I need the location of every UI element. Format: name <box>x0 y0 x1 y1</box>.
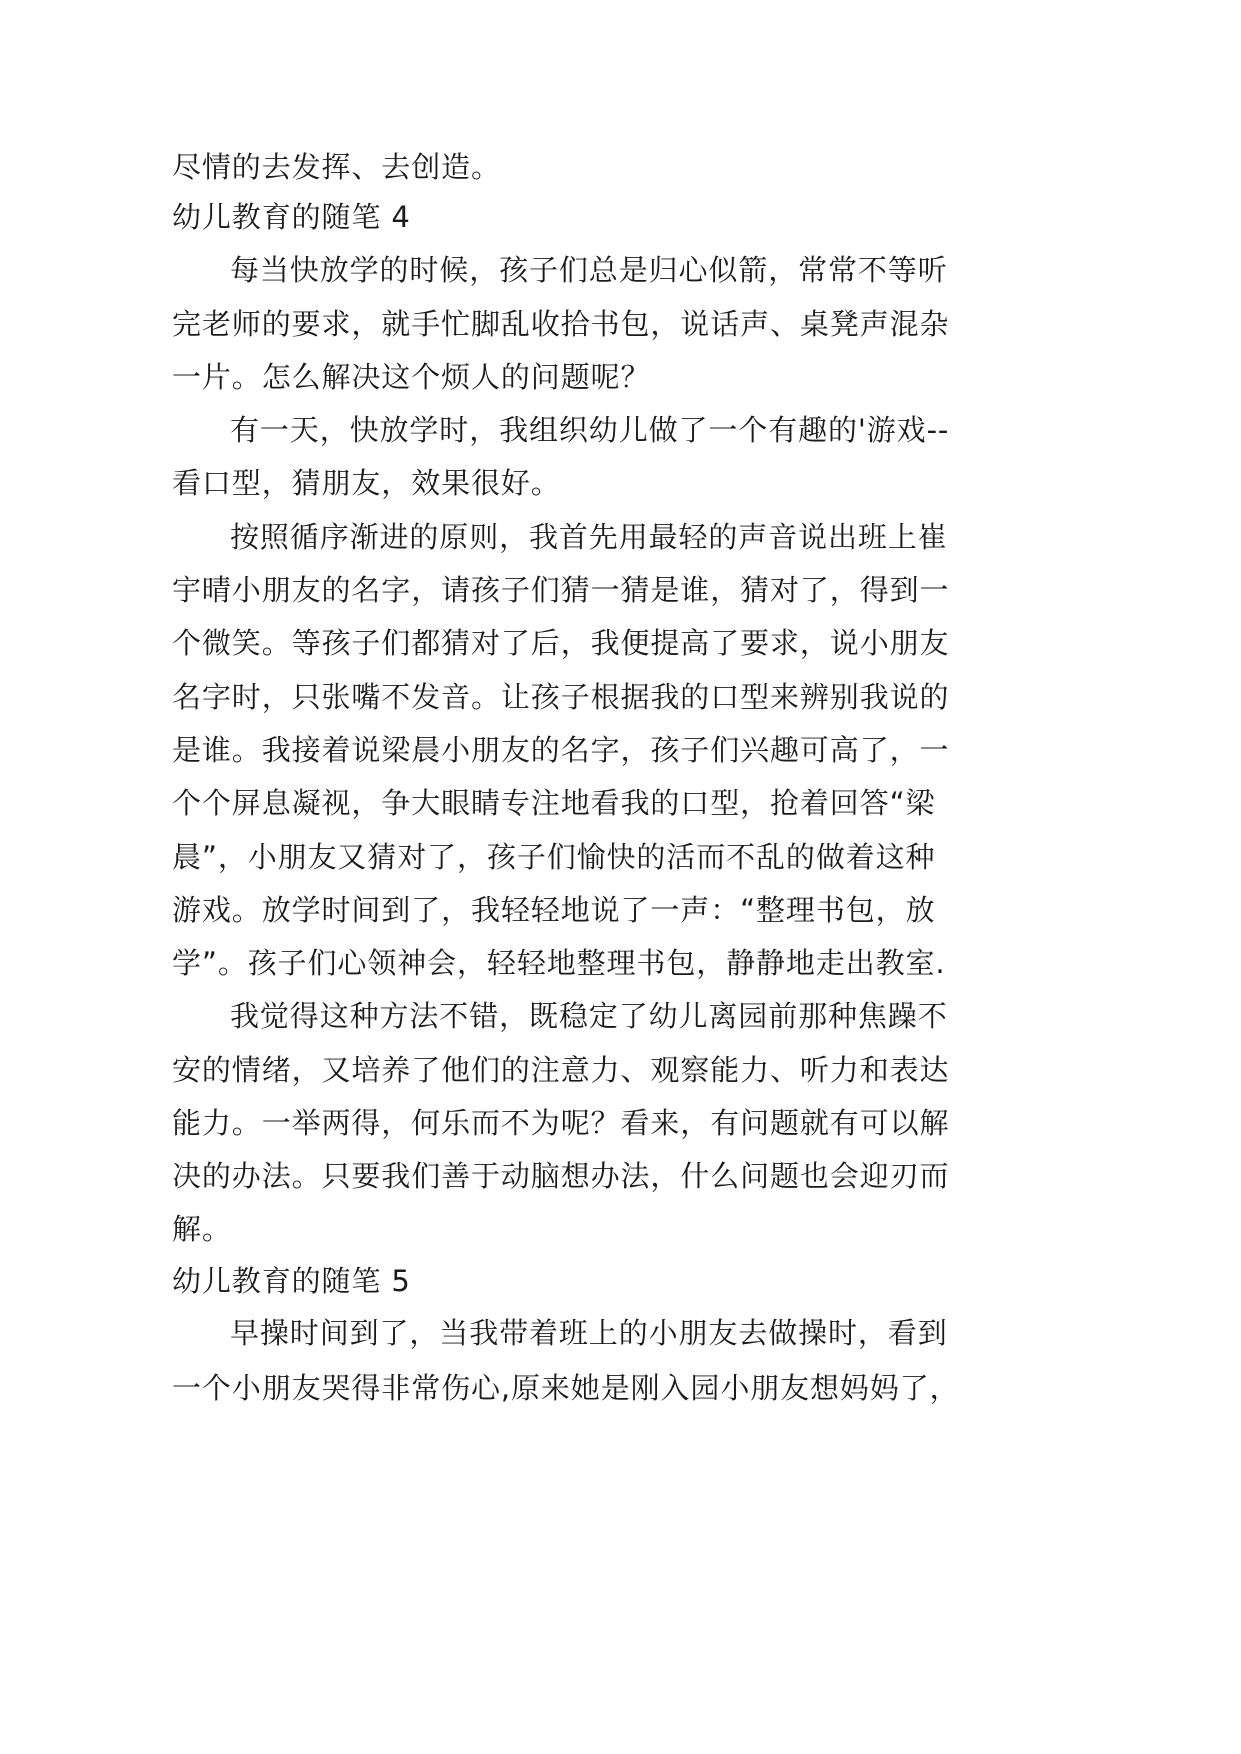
paragraph-line: 宇晴小朋友的名字，请孩子们猜一猜是谁，猜对了，得到一 <box>172 573 950 607</box>
paragraph-line: 个微笑。等孩子们都猜对了后，我便提高了要求，说小朋友 <box>172 626 950 660</box>
paragraph-line: 完老师的要求，就手忙脚乱收拾书包，说话声、桌凳声混杂 <box>172 307 950 341</box>
paragraph-line: 晨”，小朋友又猜对了，孩子们愉快的活而不乱的做着这种 <box>172 840 936 874</box>
paragraph-line: 是谁。我接着说梁晨小朋友的名字，孩子们兴趣可高了，一 <box>172 733 950 767</box>
paragraph-line: 名字时，只张嘴不发音。让孩子根据我的口型来辨别我说的 <box>172 680 950 714</box>
paragraph-line: 个个屏息凝视，争大眼睛专注地看我的口型，抢着回答“梁 <box>172 786 936 820</box>
paragraph-line: 决的办法。只要我们善于动脑想办法，什么问题也会迎刃而 <box>172 1159 950 1193</box>
paragraph-line: 有一天，快放学时，我组织幼儿做了一个有趣的'游戏-- <box>230 413 950 447</box>
paragraph-line: 看口型，猜朋友，效果很好。 <box>172 466 561 500</box>
paragraph-line: 能力。一举两得，何乐而不为呢？看来，有问题就有可以解 <box>172 1106 950 1140</box>
paragraph-line: 解。 <box>172 1212 232 1246</box>
paragraph-line: 安的情绪，又培养了他们的注意力、观察能力、听力和表达 <box>172 1053 950 1087</box>
paragraph-line: 一个小朋友哭得非常伤心,原来她是刚入园小朋友想妈妈了， <box>172 1371 960 1405</box>
paragraph-line: 游戏。放学时间到了，我轻轻地说了一声：“整理书包，放 <box>172 893 936 927</box>
paragraph-line: 我觉得这种方法不错，既稳定了幼儿离园前那种焦躁不 <box>230 999 948 1033</box>
paragraph-line: 早操时间到了，当我带着班上的小朋友去做操时，看到 <box>230 1316 948 1350</box>
section-heading: 幼儿教育的随笔 5 <box>172 1264 411 1298</box>
section-heading: 幼儿教育的随笔 4 <box>172 200 411 234</box>
paragraph-line: 按照循序渐进的原则，我首先用最轻的声音说出班上崔 <box>230 520 948 554</box>
paragraph-line: 一片。怎么解决这个烦人的问题呢？ <box>172 360 651 394</box>
paragraph-line: 尽情的去发挥、去创造。 <box>172 150 501 184</box>
paragraph-line: 每当快放学的时候，孩子们总是归心似箭，常常不等听 <box>230 253 948 287</box>
paragraph-line: 学”。孩子们心领神会，轻轻地整理书包，静静地走出教室. <box>172 946 946 980</box>
